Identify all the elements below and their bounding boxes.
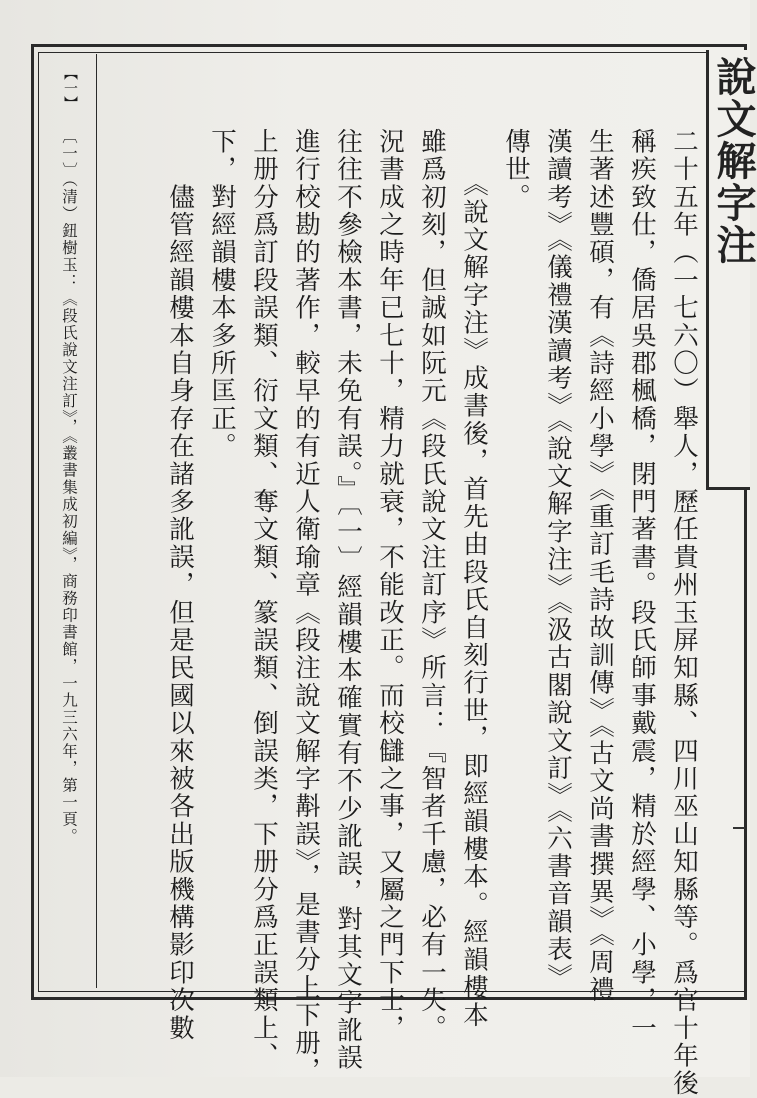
- text-column: 往往不參檢本書，未免有誤。』〔一〕經韻樓本確實有不少訛誤，對其文字訛誤: [333, 128, 363, 1072]
- running-title-block: [706, 50, 757, 490]
- footnote-separator: [96, 54, 97, 988]
- text-column: 進行校勘的著作，較早的有近人衛瑜章《段注說文解字斠誤》，是書分上下册，: [291, 128, 321, 1085]
- text-column: 雖爲初刻，但誠如阮元《段氏說文注訂序》所言：『智者千慮，必有一失。: [417, 128, 447, 1043]
- text-column: 儘管經韻樓本自身存在諸多訛誤，但是民國以來被各出版機構影印次數: [165, 128, 195, 1043]
- running-title: 說文解字注: [710, 56, 757, 266]
- text-column: 漢讀考》《儀禮漢讀考》《說文解字注》《汲古閣說文訂》《六書音韻表》: [543, 128, 573, 992]
- page-number: 【一】: [62, 66, 78, 111]
- text-column: 稱疾致仕，僑居吳郡楓橋，閉門著書。段氏師事戴震，精於經學、小學，一: [627, 128, 657, 1043]
- text-column: 《說文解字注》成書後，首先由段氏自刻行世，即經韻樓本。經韻樓本: [459, 128, 489, 1030]
- text-column: 傳世。: [501, 128, 531, 212]
- text-column: 下，對經韻樓本多所匡正。: [207, 128, 237, 461]
- text-column: 上册分爲訂段誤類、衍文類、奪文類、篆誤類、倒誤类，下册分爲正誤類上、: [249, 128, 279, 1070]
- text-column: 二十五年（一七六〇）舉人，歷任貴州玉屏知縣、四川巫山知縣等。爲官十年後: [669, 128, 699, 1098]
- text-column: 況書成之時年已七十，精力就衰，不能改正。而校讎之事，又屬之門下士，: [375, 128, 405, 1043]
- edge-mark: [733, 827, 745, 829]
- footnote: 〔一〕（清）鈕樹玉：《段氏說文注訂》，《叢書集成初編》，商務印書館，一九三六年，第一頁。: [60, 128, 78, 845]
- text-column: 生著述豐碩，有《詩經小學》《重訂毛詩故訓傳》《古文尚書撰異》《周禮: [585, 128, 615, 1004]
